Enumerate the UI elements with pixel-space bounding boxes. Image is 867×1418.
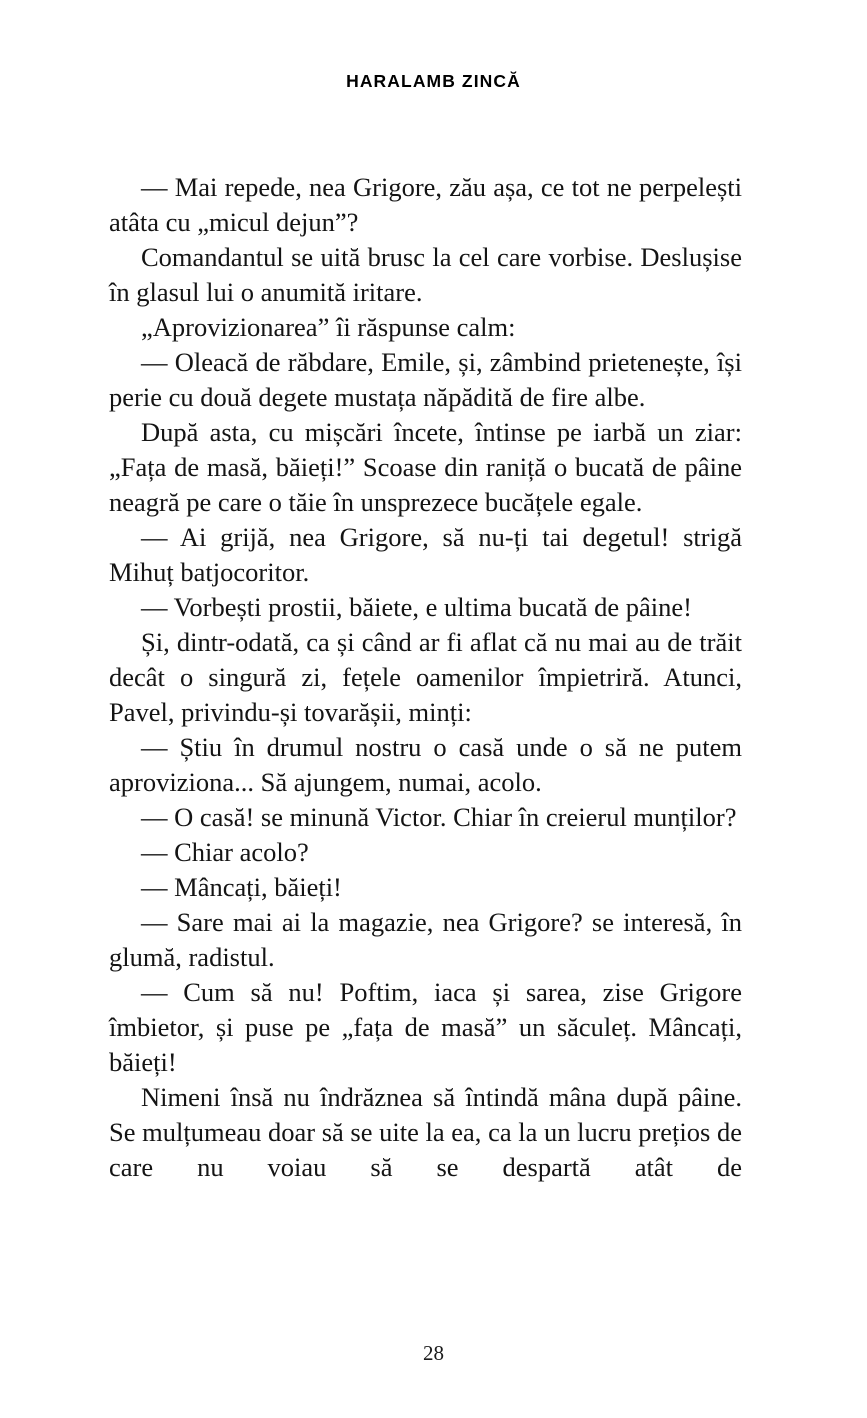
paragraph: — O casă! se minună Victor. Chiar în creierul munților? (141, 802, 737, 832)
paragraph: — Ai grijă, nea Grigore, să nu-ți tai degetul! strigă Mihuț batjocoritor. (109, 522, 742, 587)
running-header: HARALAMB ZINCĂ (346, 71, 521, 91)
body-text-block (109, 170, 742, 1220)
page-number: 28 (423, 1341, 444, 1365)
paragraph: — Cum să nu! Poftim, iaca și sarea, zise Grigore îmbietor, și puse pe „fața de masă” un săculeț. Mâncați, băieți! (109, 977, 742, 1077)
paragraph: — Chiar acolo? (141, 837, 309, 867)
paragraph: După asta, cu mișcări încete, întinse pe iarbă un ziar: „Fața de masă, băieți!” Scoase din raniță o bucată de pâine neagră pe care o tăie în unsprezece bucățele egale. (109, 417, 742, 517)
paragraph: — Sare mai ai la magazie, nea Grigore? se interesă, în glumă, radistul. (109, 907, 742, 972)
paragraph: — Știu în drumul nostru o casă unde o să ne putem aproviziona... Să ajungem, numai, acolo. (109, 732, 742, 797)
paragraph: Și, dintr-odată, ca și când ar fi aflat că nu mai au de trăit decât o singură zi, fețele oamenilor împietriră. Atunci, Pavel, privindu-și tovarășii, minți: (109, 627, 742, 727)
paragraph: — Mai repede, nea Grigore, zău așa, ce tot ne perpelești atâta cu „micul dejun”? (109, 172, 742, 237)
paragraph: „Aprovizionarea” îi răspunse calm: (141, 312, 516, 342)
paragraph: — Oleacă de răbdare, Emile, și, zâmbind prietenește, își perie cu două degete mustața năpădită de fire albe. (109, 347, 742, 412)
paragraph: Nimeni însă nu îndrăznea să întindă mâna după pâine. Se mulțumeau doar să se uite la ea, ca la un lucru prețios de care nu voiau să se despartă atât de (109, 1082, 742, 1182)
paragraph: — Mâncați, băieți! (141, 872, 342, 902)
paragraph: — Vorbești prostii, băiete, e ultima bucată de pâine! (141, 592, 692, 622)
paragraph: Comandantul se uită brusc la cel care vorbise. Deslușise în glasul lui o anumită iritare. (109, 242, 742, 307)
